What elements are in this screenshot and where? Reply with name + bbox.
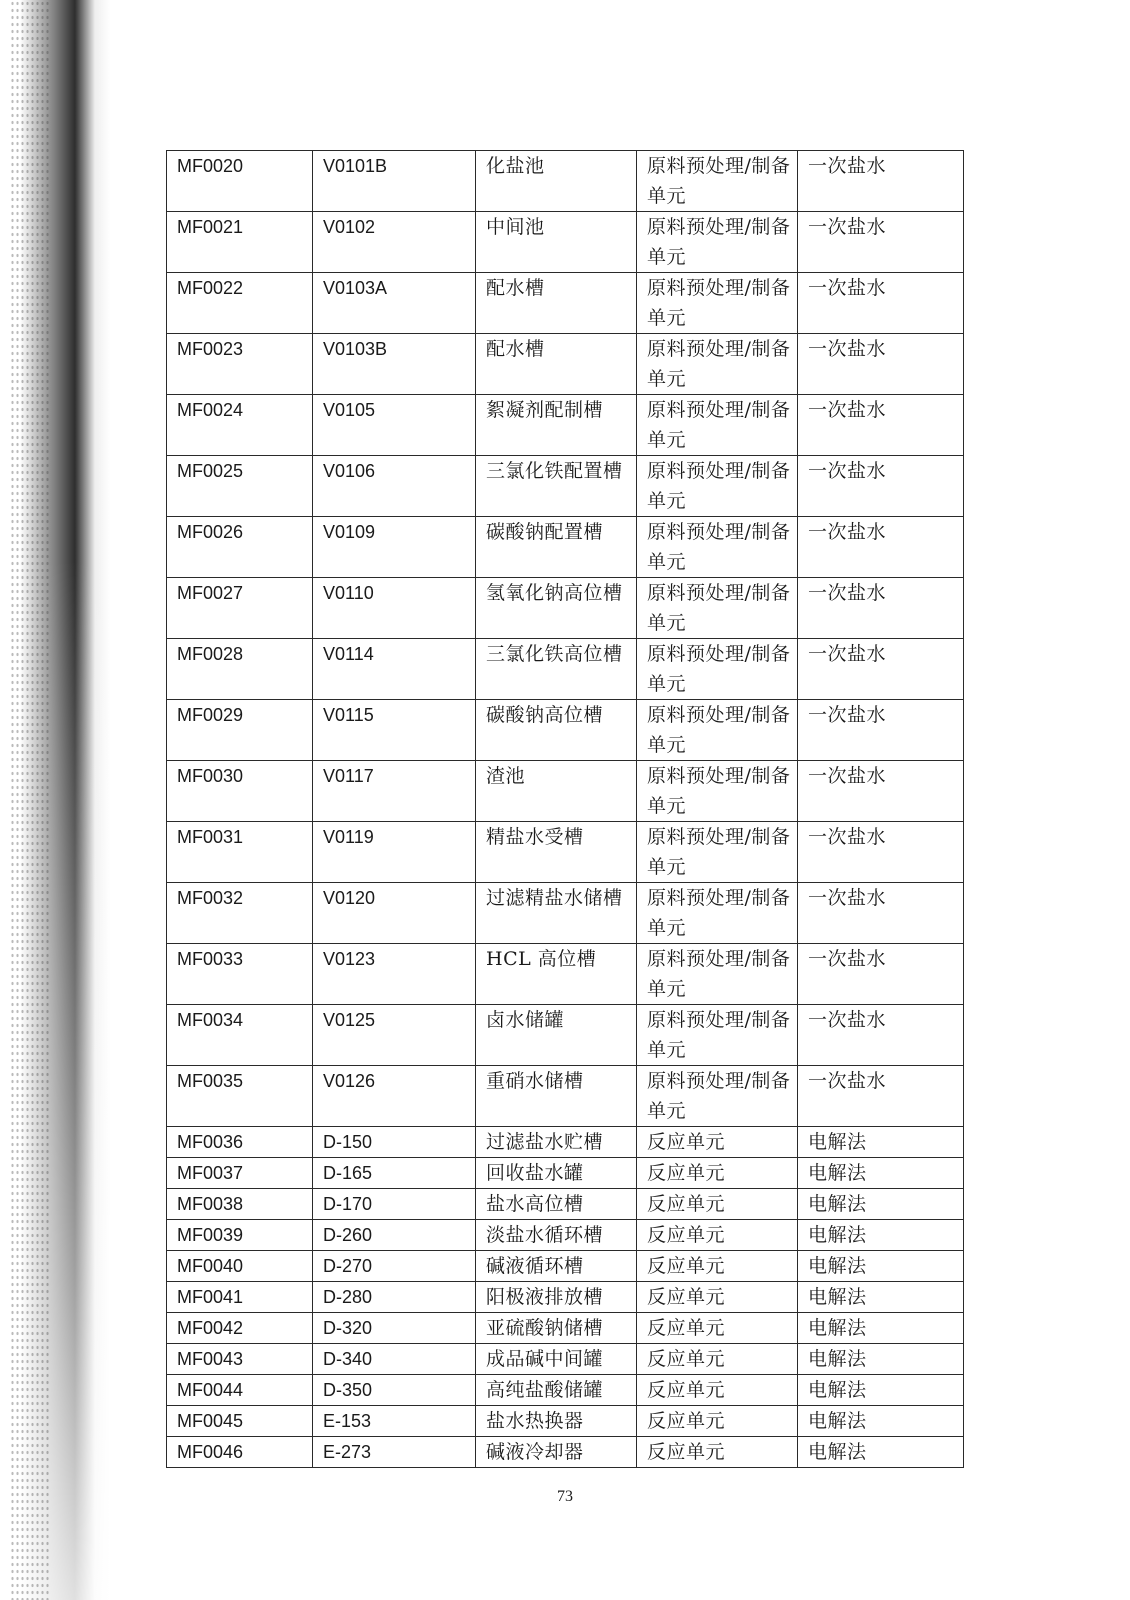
- cell-name: 配水槽: [476, 334, 637, 395]
- cell-code: MF0039: [167, 1220, 313, 1251]
- table-row: [167, 761, 964, 822]
- cell-code: MF0040: [167, 1251, 313, 1282]
- cell-tag: V0109: [313, 517, 476, 578]
- cell-unit: 反应单元: [637, 1437, 798, 1468]
- cell-process: 一次盐水: [798, 517, 964, 578]
- table-row: [167, 1344, 964, 1375]
- cell-tag: V0119: [313, 822, 476, 883]
- table-row: [167, 1005, 964, 1066]
- cell-process: 一次盐水: [798, 1066, 964, 1127]
- table-row: [167, 1375, 964, 1406]
- cell-name: HCL 高位槽: [476, 944, 637, 1005]
- table-row: [167, 1220, 964, 1251]
- cell-code: MF0031: [167, 822, 313, 883]
- cell-name: 盐水高位槽: [476, 1189, 637, 1220]
- cell-unit: 反应单元: [637, 1375, 798, 1406]
- cell-process: 一次盐水: [798, 578, 964, 639]
- cell-unit: 反应单元: [637, 1313, 798, 1344]
- equipment-table: [166, 150, 964, 1468]
- cell-unit: 原料预处理/制备单元: [637, 578, 798, 639]
- cell-tag: E-273: [313, 1437, 476, 1468]
- table-row: [167, 944, 964, 1005]
- cell-tag: D-260: [313, 1220, 476, 1251]
- cell-tag: D-270: [313, 1251, 476, 1282]
- table-row: [167, 1282, 964, 1313]
- cell-process: 一次盐水: [798, 212, 964, 273]
- table-row: [167, 1313, 964, 1344]
- cell-tag: D-170: [313, 1189, 476, 1220]
- table-row: [167, 456, 964, 517]
- cell-name: 化盐池: [476, 151, 637, 212]
- cell-process: 一次盐水: [798, 1005, 964, 1066]
- cell-code: MF0041: [167, 1282, 313, 1313]
- table-row: [167, 822, 964, 883]
- table-row: [167, 1251, 964, 1282]
- cell-process: 一次盐水: [798, 456, 964, 517]
- cell-unit: 原料预处理/制备单元: [637, 1066, 798, 1127]
- cell-process: 电解法: [798, 1127, 964, 1158]
- cell-unit: 反应单元: [637, 1251, 798, 1282]
- cell-name: 高纯盐酸储罐: [476, 1375, 637, 1406]
- cell-unit: 原料预处理/制备单元: [637, 456, 798, 517]
- cell-tag: V0101B: [313, 151, 476, 212]
- cell-tag: V0115: [313, 700, 476, 761]
- cell-unit: 原料预处理/制备单元: [637, 151, 798, 212]
- cell-code: MF0044: [167, 1375, 313, 1406]
- cell-code: MF0037: [167, 1158, 313, 1189]
- cell-name: 过滤盐水贮槽: [476, 1127, 637, 1158]
- cell-unit: 原料预处理/制备单元: [637, 395, 798, 456]
- cell-unit: 原料预处理/制备单元: [637, 822, 798, 883]
- cell-process: 电解法: [798, 1158, 964, 1189]
- table-row: [167, 1066, 964, 1127]
- cell-process: 一次盐水: [798, 822, 964, 883]
- cell-tag: V0114: [313, 639, 476, 700]
- cell-tag: V0117: [313, 761, 476, 822]
- table-row: [167, 1158, 964, 1189]
- cell-name: 卤水储罐: [476, 1005, 637, 1066]
- cell-tag: D-165: [313, 1158, 476, 1189]
- table-row: [167, 578, 964, 639]
- cell-tag: V0110: [313, 578, 476, 639]
- table-row: [167, 151, 964, 212]
- cell-process: 电解法: [798, 1313, 964, 1344]
- cell-code: MF0029: [167, 700, 313, 761]
- cell-code: MF0036: [167, 1127, 313, 1158]
- cell-process: 电解法: [798, 1282, 964, 1313]
- cell-name: 成品碱中间罐: [476, 1344, 637, 1375]
- cell-name: 碳酸钠配置槽: [476, 517, 637, 578]
- cell-unit: 原料预处理/制备单元: [637, 700, 798, 761]
- cell-name: 碱液循环槽: [476, 1251, 637, 1282]
- cell-process: 一次盐水: [798, 883, 964, 944]
- cell-code: MF0024: [167, 395, 313, 456]
- cell-name: 重硝水储槽: [476, 1066, 637, 1127]
- table-row: [167, 395, 964, 456]
- cell-process: 电解法: [798, 1344, 964, 1375]
- cell-tag: V0126: [313, 1066, 476, 1127]
- table-row: [167, 334, 964, 395]
- cell-code: MF0046: [167, 1437, 313, 1468]
- cell-process: 一次盐水: [798, 273, 964, 334]
- cell-code: MF0030: [167, 761, 313, 822]
- page-number: 73: [557, 1488, 573, 1505]
- cell-process: 电解法: [798, 1220, 964, 1251]
- cell-process: 一次盐水: [798, 151, 964, 212]
- cell-unit: 原料预处理/制备单元: [637, 212, 798, 273]
- cell-unit: 原料预处理/制备单元: [637, 273, 798, 334]
- cell-unit: 原料预处理/制备单元: [637, 944, 798, 1005]
- cell-tag: V0105: [313, 395, 476, 456]
- cell-name: 回收盐水罐: [476, 1158, 637, 1189]
- cell-code: MF0027: [167, 578, 313, 639]
- cell-process: 电解法: [798, 1406, 964, 1437]
- cell-tag: V0103A: [313, 273, 476, 334]
- cell-unit: 反应单元: [637, 1127, 798, 1158]
- cell-process: 电解法: [798, 1189, 964, 1220]
- cell-name: 三氯化铁高位槽: [476, 639, 637, 700]
- cell-process: 一次盐水: [798, 395, 964, 456]
- cell-code: MF0045: [167, 1406, 313, 1437]
- cell-process: 一次盐水: [798, 334, 964, 395]
- cell-unit: 反应单元: [637, 1220, 798, 1251]
- cell-code: MF0025: [167, 456, 313, 517]
- cell-tag: D-340: [313, 1344, 476, 1375]
- cell-code: MF0023: [167, 334, 313, 395]
- cell-process: 电解法: [798, 1251, 964, 1282]
- cell-tag: V0125: [313, 1005, 476, 1066]
- table-row: [167, 1189, 964, 1220]
- cell-process: 一次盐水: [798, 761, 964, 822]
- cell-tag: V0102: [313, 212, 476, 273]
- cell-process: 一次盐水: [798, 944, 964, 1005]
- cell-code: MF0034: [167, 1005, 313, 1066]
- cell-name: 渣池: [476, 761, 637, 822]
- cell-unit: 反应单元: [637, 1189, 798, 1220]
- cell-tag: V0120: [313, 883, 476, 944]
- table-row: [167, 883, 964, 944]
- table-row: [167, 1437, 964, 1468]
- scan-noise: [10, 0, 50, 1600]
- table-row: [167, 1127, 964, 1158]
- cell-name: 过滤精盐水储槽: [476, 883, 637, 944]
- cell-process: 电解法: [798, 1375, 964, 1406]
- cell-code: MF0042: [167, 1313, 313, 1344]
- table-row: [167, 517, 964, 578]
- cell-unit: 原料预处理/制备单元: [637, 517, 798, 578]
- cell-code: MF0032: [167, 883, 313, 944]
- cell-unit: 反应单元: [637, 1158, 798, 1189]
- cell-unit: 反应单元: [637, 1282, 798, 1313]
- cell-tag: D-320: [313, 1313, 476, 1344]
- table-row: [167, 273, 964, 334]
- cell-tag: E-153: [313, 1406, 476, 1437]
- cell-code: MF0021: [167, 212, 313, 273]
- cell-code: MF0043: [167, 1344, 313, 1375]
- cell-name: 中间池: [476, 212, 637, 273]
- cell-name: 絮凝剂配制槽: [476, 395, 637, 456]
- table-row: [167, 639, 964, 700]
- cell-tag: D-150: [313, 1127, 476, 1158]
- cell-name: 配水槽: [476, 273, 637, 334]
- cell-tag: D-280: [313, 1282, 476, 1313]
- cell-name: 精盐水受槽: [476, 822, 637, 883]
- cell-unit: 原料预处理/制备单元: [637, 883, 798, 944]
- table-row: [167, 700, 964, 761]
- cell-name: 淡盐水循环槽: [476, 1220, 637, 1251]
- cell-process: 一次盐水: [798, 700, 964, 761]
- cell-unit: 原料预处理/制备单元: [637, 334, 798, 395]
- table-row: [167, 1406, 964, 1437]
- cell-code: MF0033: [167, 944, 313, 1005]
- cell-name: 盐水热换器: [476, 1406, 637, 1437]
- table-row: [167, 212, 964, 273]
- cell-tag: V0106: [313, 456, 476, 517]
- cell-code: MF0026: [167, 517, 313, 578]
- cell-code: MF0028: [167, 639, 313, 700]
- cell-unit: 原料预处理/制备单元: [637, 761, 798, 822]
- cell-tag: V0123: [313, 944, 476, 1005]
- cell-code: MF0022: [167, 273, 313, 334]
- cell-name: 三氯化铁配置槽: [476, 456, 637, 517]
- cell-name: 碳酸钠高位槽: [476, 700, 637, 761]
- cell-unit: 反应单元: [637, 1344, 798, 1375]
- cell-code: MF0035: [167, 1066, 313, 1127]
- cell-process: 一次盐水: [798, 639, 964, 700]
- cell-unit: 原料预处理/制备单元: [637, 639, 798, 700]
- cell-name: 氢氧化钠高位槽: [476, 578, 637, 639]
- cell-code: MF0038: [167, 1189, 313, 1220]
- cell-process: 电解法: [798, 1437, 964, 1468]
- cell-tag: D-350: [313, 1375, 476, 1406]
- cell-name: 阳极液排放槽: [476, 1282, 637, 1313]
- cell-tag: V0103B: [313, 334, 476, 395]
- cell-name: 亚硫酸钠储槽: [476, 1313, 637, 1344]
- cell-unit: 原料预处理/制备单元: [637, 1005, 798, 1066]
- cell-unit: 反应单元: [637, 1406, 798, 1437]
- table-body: [167, 151, 964, 1468]
- cell-code: MF0020: [167, 151, 313, 212]
- cell-name: 碱液冷却器: [476, 1437, 637, 1468]
